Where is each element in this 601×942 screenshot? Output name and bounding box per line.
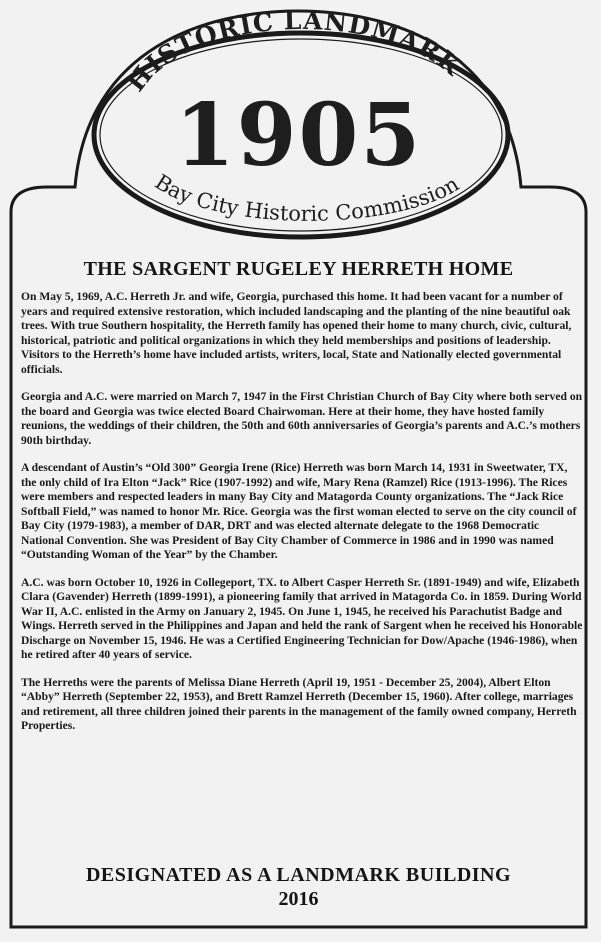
paragraph-ac: A.C. was born October 10, 1926 in Collegeport, TX. to Albert Casper Herreth Sr. (1891-1949) and wife, Elizabeth Clara (Gavender) Herreth (1899-1991), a pioneering family that arrived in Matagorda Co. in 1859. During World War II, A.C. enlisted in the Army on January 2, 1945. On June 1, 1945, he received his Parachutist Badge and Wings. Herreth served in the Philippines and Japan and held the rank of Sargent when he received his Honorable Discharge on November 15, 1946. He was a Certified Engineering Technician for Dow/Apache (1946-1986), when he retired after 40 years of service.: [21, 575, 583, 661]
paragraph-marriage: Georgia and A.C. were married on March 7, 1947 in the First Christian Church of Bay City where both served on the board and Georgia was twice elected Board Chairwoman. Here at their home, they have hosted family reunions, the weddings of their children, the 50th and 60th anniversaries of Georgia’s parents and A.C.’s mothers 90th birthday.: [21, 390, 583, 447]
paragraph-children: The Herreths were the parents of Melissa Diane Herreth (April 19, 1951 - December 25, 2004), Albert Elton “Abby” Herreth (September 22, 1953), and Brett Ramzel Herreth (December 15, 1960). After college, marriages and retirement, all three children joined their parents in the management of the family owned company, Herreth Properties.: [21, 675, 577, 732]
crest-arch-top-text: HISTORIC LANDMARK: [120, 7, 468, 97]
designation-year: 2016: [278, 888, 319, 910]
historic-plaque: [7, 7, 590, 931]
crest-year: 1905: [174, 85, 423, 186]
paragraph-georgia: A descendant of Austin’s “Old 300” Georgia Irene (Rice) Herreth was born March 14, 1931 in Sweetwater, TX, the only child of Ira Elton “Jack” Rice (1907-1992) and wife, Mary Rena (Ramzel) Rice (1913-1996). The Rices were members and respected leaders in many Bay City and Matagorda County organizations. The “Jack Rice Softball Field,” was named to honor Mr. Rice. Georgia was the first woman elected to serve on the city council of Bay City (1979-1983), a member of DAR, DRT and was elected alternate delegate to the 1968 Democratic National Convention. She was President of Bay City Chamber of Commerce in 1986 and in 1990 was named “Outstanding Woman of the Year” by the Chamber.: [21, 461, 577, 561]
paragraph-purchase: On May 5, 1969, A.C. Herreth Jr. and wife, Georgia, purchased this home. It had been vacant for a number of years and required extensive restoration, which included landscaping and the planting of the nine beautiful oak trees. With true Southern hospitality, the Herreth family has opened their home to many church, civic, cultural, historical, patriotic and political organizations in which they held memberships and positions of leadership. Visitors to the Herreth’s home have included artists, writers, local, State and Nationally elected governmental officials.: [21, 290, 572, 376]
designation-heading: DESIGNATED AS A LANDMARK BUILDING: [85, 864, 512, 886]
crest-arch-bottom-text: Bay City Historic Commission: [150, 169, 464, 226]
plaque-body: [21, 290, 583, 747]
plaque-title: THE SARGENT RUGELEY HERRETH HOME: [83, 258, 514, 280]
